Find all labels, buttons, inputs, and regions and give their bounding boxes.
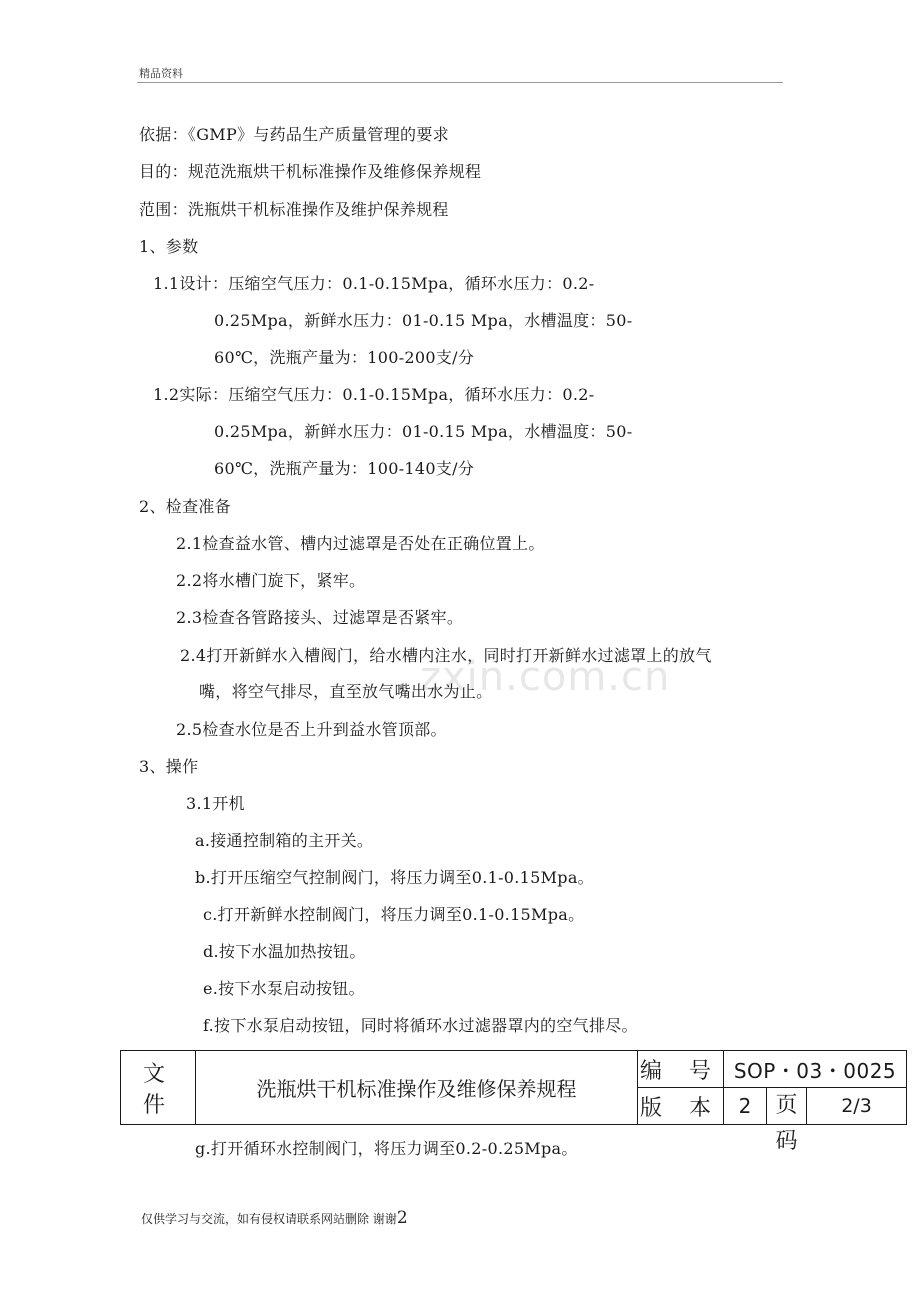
code-value: SOP・03・0025 — [724, 1051, 907, 1088]
step-c: c.打开新鲜水控制阀门，将压力调至0.1-0.15Mpa。 — [203, 905, 585, 924]
file-label: 文 件 — [121, 1051, 196, 1125]
actual-params-line-2: 0.25Mpa，新鲜水压力：01-0.15 Mpa，水槽温度：50- — [214, 422, 633, 441]
section-1-heading: 1、参数 — [139, 237, 199, 256]
design-params-line-2: 0.25Mpa，新鲜水压力：01-0.15 Mpa，水槽温度：50- — [214, 311, 633, 330]
page-label: 页 码 — [775, 1093, 798, 1154]
version-value: 2 — [724, 1088, 767, 1125]
design-params-line-1: 1.1设计：压缩空气压力：0.1-0.15Mpa，循环水压力：0.2- — [153, 274, 595, 293]
check-item-2-5: 2.5检查水位是否上升到益水管顶部。 — [176, 720, 447, 739]
check-item-2-2: 2.2将水槽门旋下，紧牢。 — [176, 571, 366, 590]
section-3-heading: 3、操作 — [139, 757, 199, 776]
footer-text: 仅供学习与交流，如有侵权请联系网站删除 谢谢 — [141, 1212, 397, 1226]
watermark: zxin.com.cn — [420, 654, 671, 700]
purpose-line: 目的：规范洗瓶烘干机标准操作及维修保养规程 — [139, 162, 482, 181]
step-g: g.打开循环水控制阀门，将压力调至0.2-0.25Mpa。 — [195, 1139, 578, 1158]
header-label: 精品资料 — [139, 67, 183, 80]
section-2-heading: 2、检查准备 — [139, 497, 231, 516]
step-b: b.打开压缩空气控制阀门，将压力调至0.1-0.15Mpa。 — [195, 868, 594, 887]
design-params-line-3: 60℃，洗瓶产量为：100-200支/分 — [214, 348, 475, 367]
check-item-2-4-line-2: 嘴，将空气排尽，直至放气嘴出水为止。 — [199, 682, 493, 701]
scope-line: 范围：洗瓶烘干机标准操作及维护保养规程 — [139, 200, 449, 219]
check-item-2-1: 2.1检查益水管、槽内过滤罩是否处在正确位置上。 — [176, 534, 545, 553]
footer-page-number: 2 — [396, 1208, 408, 1228]
actual-params-line-1: 1.2实际：压缩空气压力：0.1-0.15Mpa，循环水压力：0.2- — [153, 385, 595, 404]
check-item-2-4-line-1: 2.4打开新鲜水入槽阀门，给水槽内注水，同时打开新鲜水过滤罩上的放气 — [180, 646, 712, 665]
header-divider — [137, 82, 783, 83]
footer — [141, 1208, 408, 1228]
step-e: e.按下水泵启动按钮。 — [203, 979, 365, 998]
check-item-2-3: 2.3检查各管路接头、过滤罩是否紧牢。 — [176, 608, 464, 627]
page-value: 2/3 — [807, 1088, 907, 1125]
page-label-cell — [767, 1088, 807, 1154]
code-label: 编 号 — [638, 1051, 724, 1088]
actual-params-line-3: 60℃，洗瓶产量为：100-140支/分 — [214, 459, 475, 478]
basis-line: 依据：《GMP》与药品生产质量管理的要求 — [139, 125, 449, 144]
step-a: a.接通控制箱的主开关。 — [195, 831, 374, 850]
step-f: f.按下水泵启动按钮，同时将循环水过滤器罩内的空气排尽。 — [203, 1016, 638, 1035]
version-label: 版 本 — [638, 1088, 724, 1125]
document-title: 洗瓶烘干机标准操作及维修保养规程 — [196, 1051, 638, 1125]
subsection-3-1-heading: 3.1开机 — [186, 794, 245, 813]
step-d: d.按下水温加热按钮。 — [203, 942, 366, 961]
